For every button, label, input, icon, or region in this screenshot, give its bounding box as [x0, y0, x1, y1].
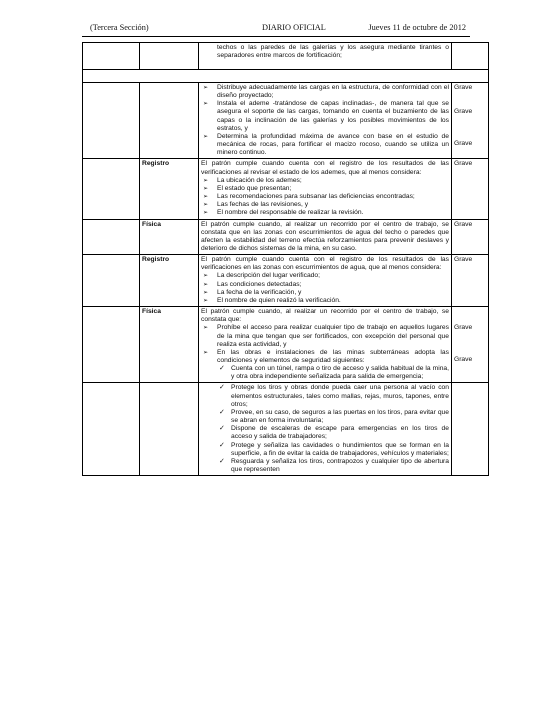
arrow-bullet-icon: ➢ — [203, 202, 209, 209]
cell-empty — [83, 383, 140, 476]
list-item: ✓ Protege y señaliza las cavidades o hundimientos que se forman en la superficie, a fin de evitar la caída de trabajadores, vehículos y materiales; — [219, 441, 449, 457]
arrow-bullet-icon: ➢ — [203, 133, 209, 140]
list-item: ➢ Distribuye adecuadamente las cargas en la estructura, de conformidad con el diseño proyectado; — [203, 84, 449, 100]
checkmark-bullet-icon: ✓ — [219, 457, 225, 465]
table-row — [83, 307, 489, 383]
severity-label: Grave — [454, 108, 473, 116]
table-gap — [83, 70, 489, 83]
table-row — [83, 219, 489, 255]
list-item: ✓ Dispone de escaleras de escape para emergencias en los tiros de acceso y salida de trabajadores; — [219, 425, 449, 441]
cell-empty — [83, 219, 140, 255]
cell-empty — [83, 43, 140, 70]
list-item: ✓ Cuenta con un túnel, rampa o tiro de acceso y salida habitual de la mina, y otra obra independiente señalizada para salida de emergencia; — [219, 365, 449, 381]
criteria-intro: El patrón cumple cuando, al realizar un recorrido por el centro de trabajo, se constata que: — [201, 308, 449, 324]
list-item: ➢ El estado que presentan; — [203, 184, 292, 192]
list-item: ➢ Instala el ademe -tratándose de capas inclinadas-, de manera tal que se asegura el soporte de las cargas, tomando en cuenta el buzamiento de las capas o la inclinación de las galerías y los posibles movimientos de los estratos, y — [203, 100, 449, 132]
table-row — [83, 83, 489, 159]
list-item: ✓ Resguarda y señaliza los tiros, contrapozos y cualquier tipo de abertura que representen — [219, 457, 449, 474]
criteria-intro: El patrón cumple cuando cuenta con el registro de los resultados de las verificaciones al revisar el estado de los ademes, que al menos considera: — [201, 160, 449, 176]
continued-text: techos o las paredes de las galerías y los asegura mediante tirantes o separadores entre marcos de fortificación; — [217, 44, 449, 60]
evidence-type: Registro — [140, 159, 199, 219]
arrow-bullet-icon: ➢ — [203, 177, 209, 184]
severity-label: Grave — [452, 219, 489, 255]
severity-label: Grave — [454, 356, 473, 364]
section-label: (Tercera Sección) — [90, 23, 149, 32]
list-item: ➢ Las recomendaciones para subsanar las deficiencias encontradas; — [203, 193, 415, 201]
table-row — [83, 159, 489, 219]
cell-criteria — [199, 159, 452, 219]
table-row — [83, 255, 489, 307]
list-item: ➢ Determina la profundidad máxima de avance con base en el estudio de mecánica de rocas, para fortificar el macizo rocoso, cuando se utiliza un minero continuo. — [203, 132, 449, 157]
checkmark-bullet-icon: ✓ — [219, 384, 225, 392]
cell-criteria — [199, 255, 452, 307]
list-item: ➢ La descripción del lugar verificado; — [203, 272, 320, 280]
arrow-bullet-icon: ➢ — [203, 281, 209, 288]
checkmark-bullet-icon: ✓ — [219, 425, 225, 433]
cell-empty — [140, 83, 199, 159]
list-item: ✓ Protege los tiros y obras donde pueda caer una persona al vacío con elementos estructurales, tales como mallas, rejas, muros, tapones, entre otros; — [219, 384, 449, 408]
arrow-bullet-icon: ➢ — [203, 289, 209, 296]
cell-empty — [83, 83, 140, 159]
arrow-bullet-icon: ➢ — [203, 349, 209, 356]
cell-criteria — [199, 307, 452, 383]
severity-label: Grave — [454, 84, 473, 91]
list-item: ➢ Las fechas de las revisiones, y — [203, 201, 309, 209]
cell-empty — [140, 383, 199, 476]
severity-label: Grave — [452, 159, 489, 219]
severity-label: Grave — [454, 140, 473, 148]
list-item: ➢ El nombre de quien realizó la verificación. — [203, 296, 341, 304]
list-item: ➢ La fecha de la verificación, y — [203, 288, 302, 296]
publication-date: Jueves 11 de octubre de 2012 — [368, 23, 466, 32]
severity-label: Grave — [454, 324, 473, 332]
page-header — [82, 22, 470, 34]
cell-empty — [83, 255, 140, 307]
list-item: ➢ Las condiciones detectadas; — [203, 280, 302, 288]
cell-empty — [83, 307, 140, 383]
arrow-bullet-icon: ➢ — [203, 297, 209, 304]
checkmark-bullet-icon: ✓ — [219, 365, 225, 373]
arrow-bullet-icon: ➢ — [203, 210, 209, 217]
arrow-bullet-icon: ➢ — [203, 194, 209, 201]
arrow-bullet-icon: ➢ — [203, 325, 209, 332]
arrow-bullet-icon: ➢ — [203, 273, 209, 280]
list-item: ➢ En las obras e instalaciones de las minas subterráneas adopta las condiciones y elementos de seguridad siguientes: — [203, 348, 449, 364]
list-item: ➢ La ubicación de los ademes; — [203, 176, 302, 184]
cell-severity — [452, 307, 489, 383]
list-item: ➢ Prohíbe el acceso para realizar cualquier tipo de trabajo en aquellos lugares de la mina que tengan que ser fortificados, con excepción del personal que realiza esta actividad, y — [203, 324, 449, 348]
table-row — [83, 383, 489, 476]
list-item: ✓ Provee, en su caso, de seguros a las puertas en los tiros, para evitar que se abran en forma involuntaria; — [219, 408, 449, 425]
cell-criteria — [199, 83, 452, 159]
cell-empty — [140, 43, 199, 70]
checkmark-bullet-icon: ✓ — [219, 441, 225, 449]
compliance-table — [82, 42, 489, 476]
cell-empty — [452, 383, 489, 476]
list-item: ➢ El nombre del responsable de realizar la revisión. — [203, 209, 364, 217]
header-rule — [82, 36, 470, 37]
cell-empty — [452, 43, 489, 70]
evidence-type: Física — [140, 307, 199, 383]
evidence-type: Registro — [140, 255, 199, 307]
publication-title: DIARIO OFICIAL — [262, 23, 326, 32]
table-row — [83, 43, 489, 70]
cell-severity — [452, 83, 489, 159]
evidence-type: Física — [140, 219, 199, 255]
checkmark-bullet-icon: ✓ — [219, 408, 225, 416]
severity-label: Grave — [452, 255, 489, 307]
cell-criteria — [199, 43, 452, 70]
cell-empty — [83, 159, 140, 219]
cell-criteria — [199, 383, 452, 476]
arrow-bullet-icon: ➢ — [203, 185, 209, 192]
criteria-text: El patrón cumple cuando, al realizar un recorrido por el centro de trabajo, se constata que en las zonas con escurrimientos de agua del techo o paredes que afecten la estabilidad del terreno efectúa reforzamientos para prevenir deslaves y deterioro de dichos sistemas de la mina, en su caso. — [199, 219, 452, 255]
arrow-bullet-icon: ➢ — [203, 85, 209, 91]
arrow-bullet-icon: ➢ — [203, 101, 209, 108]
criteria-intro: El patrón cumple cuando cuenta con el registro de los resultados de las verificaciones en las zonas con escurrimientos de agua, que al menos considera: — [201, 256, 449, 272]
